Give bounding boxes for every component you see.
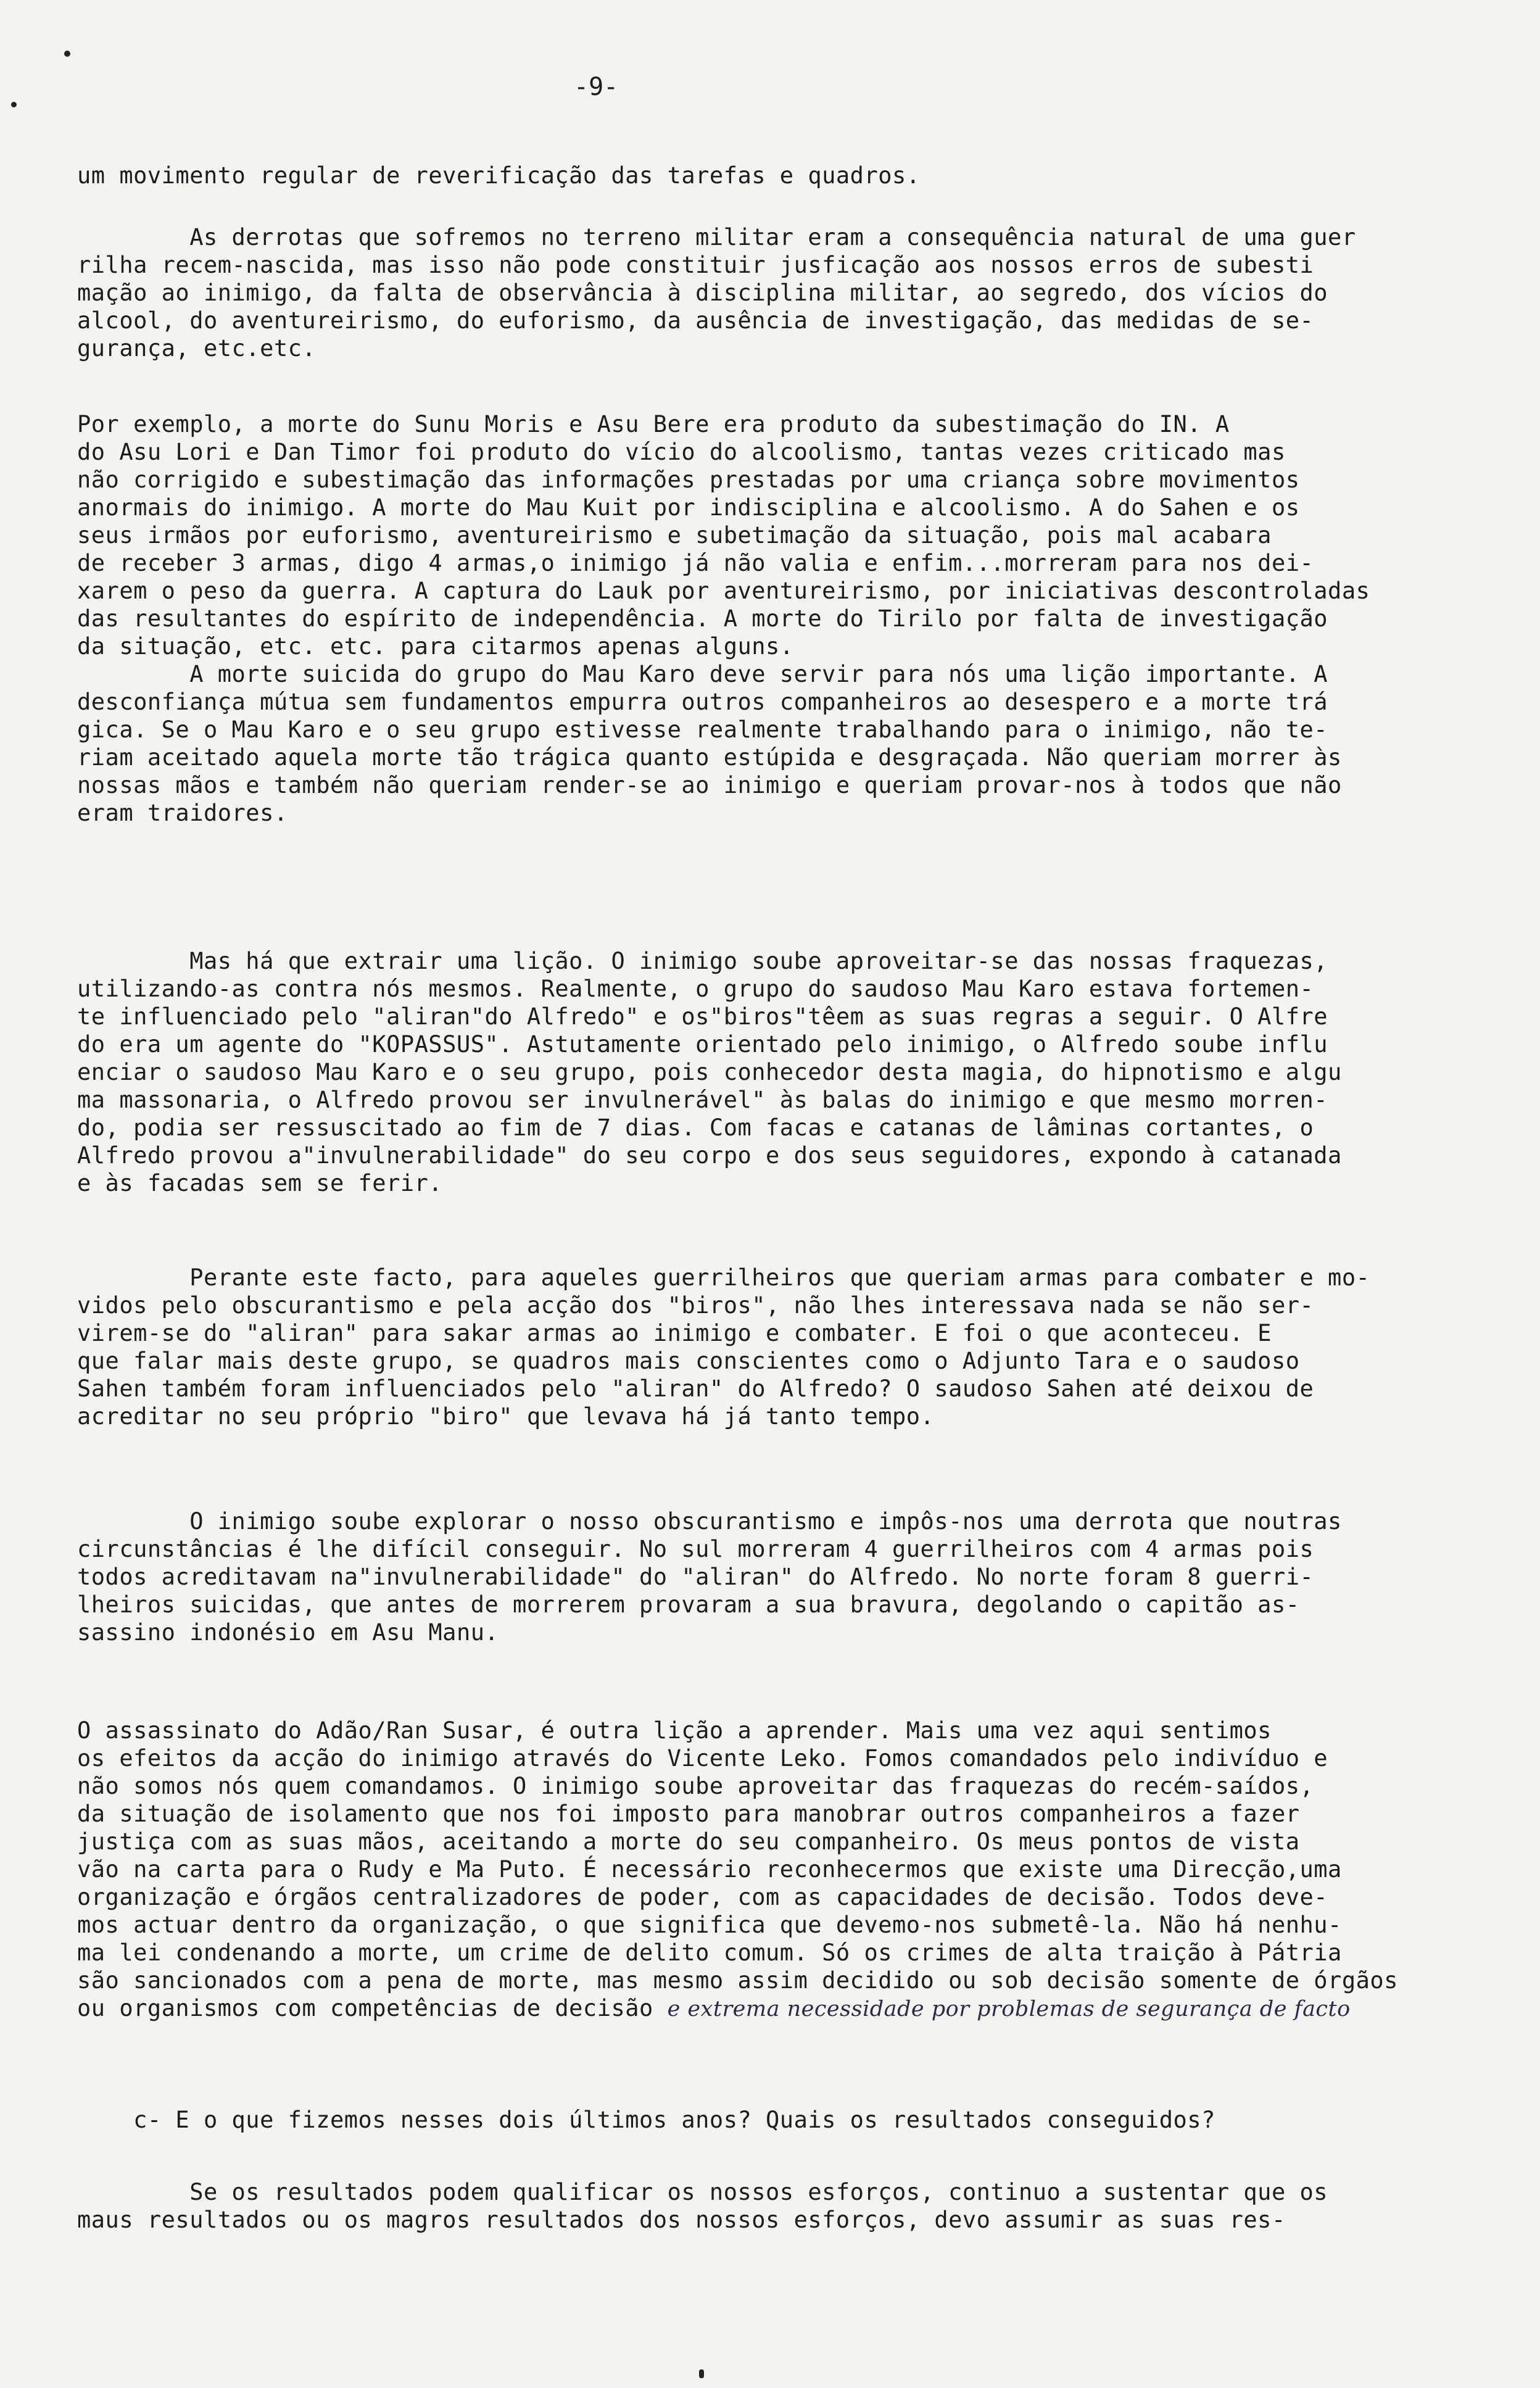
text-line: organização e órgãos centralizadores de poder, com as capacidades de decisão. Todos deve- [77,1884,1328,1910]
scan-speck [64,51,70,57]
text-line: xarem o peso da guerra. A captura do Lauk por aventureirismo, por iniciativas descontroladas [77,578,1370,604]
text-line: justiça com as suas mãos, aceitando a morte do seu companheiro. Os meus pontos de vista [77,1828,1300,1855]
text-line: e às facadas sem se ferir. [77,1170,443,1196]
text-line: nossas mãos e também não queriam render-se ao inimigo e queriam provar-nos à todos que não [77,772,1342,798]
paragraph-2 [77,223,1453,362]
text-line: utilizando-as contra nós mesmos. Realmente, o grupo do saudoso Mau Karo estava fortemen- [77,976,1314,1002]
text-line: riam aceitado aquela morte tão trágica quanto estúpida e desgraçada. Não queriam morrer às [77,744,1342,771]
text-line: Perante este facto, para aqueles guerrilheiros que queriam armas para combater e mo- [77,1264,1370,1291]
text-line: da situação, etc. etc. para citarmos apenas alguns. [77,633,794,660]
text-line: mação ao inimigo, da falta de observância à disciplina militar, ao segredo, dos vícios do [77,280,1328,306]
text-line: eram traidores. [77,800,288,826]
paragraph-5 [77,1264,1453,1430]
text-line: um movimento regular de reverificação das tarefas e quadros. [77,162,921,189]
text-line: do Asu Lori e Dan Timor foi produto do vício do alcoolismo, tantas vezes criticado mas [77,439,1286,465]
text-line: gica. Se o Mau Karo e o seu grupo estivesse realmente trabalhando para o inimigo, não te- [77,716,1328,743]
text-line: lheiros suicidas, que antes de morrerem provaram a sua bravura, degolando o capitão as- [77,1591,1300,1618]
section-c-question [77,2106,1453,2134]
paragraph-6 [77,1507,1453,1646]
scan-speck [11,102,17,107]
text-line: de receber 3 armas, digo 4 armas,o inimigo já não valia e enfim...morreram para nos dei- [77,550,1314,576]
text-line: todos acreditavam na"invulnerabilidade" do "aliran" do Alfredo. No norte foram 8 guerri- [77,1564,1314,1590]
paragraph-4 [77,947,1453,1197]
text-line: Sahen também foram influenciados pelo "aliran" do Alfredo? O saudoso Sahen até deixou de [77,1375,1314,1402]
text-line: Se os resultados podem qualificar os nossos esforços, continuo a sustentar que os [77,2179,1328,2205]
text-line: Mas há que extrair uma lição. O inimigo soube aproveitar-se das nossas fraquezas, [77,948,1328,974]
text-line [77,1994,1453,2023]
text-line: os efeitos da acção do inimigo através do Vicente Leko. Fomos comandados pelo indivíduo e [77,1745,1328,1772]
text-line: anormais do inimigo. A morte do Mau Kuit por indisciplina e alcoolismo. A do Sahen e os [77,494,1300,521]
text-line: desconfiança mútua sem fundamentos empurra outros companheiros ao desespero e a morte trá [77,689,1328,715]
text-line: A morte suicida do grupo do Mau Karo deve servir para nós uma lição importante. A [77,661,1328,687]
text-line: da situação de isolamento que nos foi imposto para manobrar outros companheiros a fazer [77,1801,1300,1827]
text-line: rilha recem-nascida, mas isso não pode constituir jusficação aos nossos erros de subesti [77,252,1314,278]
text-line: Alfredo provou a"invulnerabilidade" do seu corpo e dos seus seguidores, expondo à catanada [77,1142,1342,1169]
text-line: O assassinato do Adão/Ran Susar, é outra lição a aprender. Mais uma vez aqui sentimos [77,1717,1272,1744]
text-line: Por exemplo, a morte do Sunu Moris e Asu Bere era produto da subestimação do IN. A [77,411,1230,437]
text-line: não corrigido e subestimação das informações prestadas por uma criança sobre movimentos [77,466,1300,493]
text-line: As derrotas que sofremos no terreno militar eram a consequência natural de uma guer [77,224,1356,251]
text-line: O inimigo soube explorar o nosso obscurantismo e impôs-nos uma derrota que noutras [77,1508,1342,1535]
text-line: acreditar no seu próprio "biro" que levava há já tanto tempo. [77,1403,935,1430]
paragraph-9 [77,2178,1453,2234]
text-line: circunstâncias é lhe difícil conseguir. No sul morreram 4 guerrilheiros com 4 armas pois [77,1536,1314,1562]
paragraph-3 [77,410,1453,827]
text-line: enciar o saudoso Mau Karo e o seu grupo, pois conhecedor desta magia, do hipnotismo e algu [77,1059,1342,1085]
text-line: virem-se do "aliran" para sakar armas ao inimigo e combater. E foi o que aconteceu. E [77,1320,1272,1346]
typed-fragment: ou organismos com competências de decisão [77,1995,653,2021]
scan-speck [699,2369,704,2378]
paragraph-7 [77,1717,1453,2023]
text-line: c- E o que fizemos nesses dois últimos anos? Quais os resultados conseguidos? [77,2107,1215,2133]
text-line: ma massonaria, o Alfredo provou ser invulnerável" às balas do inimigo e que mesmo morren- [77,1087,1328,1113]
text-line: te influenciado pelo "aliran"do Alfredo" e os"biros"têem as suas regras a seguir. O Alfre [77,1003,1328,1030]
page-number: -9- [574,73,619,101]
text-line: vão na carta para o Rudy e Ma Puto. É necessário reconhecermos que existe uma Direcção,uma [77,1856,1342,1883]
text-line: ma lei condenando a morte, um crime de delito comum. Só os crimes de alta traição à Pátria [77,1939,1342,1966]
text-line: são sancionados com a pena de morte, mas mesmo assim decidido ou sob decisão somente de órgãos [77,1967,1398,1994]
text-line: das resultantes do espírito de independência. A morte do Tirilo por falta de investigação [77,605,1328,632]
text-line: seus irmãos por euforismo, aventureirismo e subetimação da situação, pois mal acabara [77,522,1272,549]
text-line: gurança, etc.etc. [77,335,317,362]
text-line: alcool, do aventureirismo, do euforismo, da ausência de investigação, das medidas de se- [77,307,1314,334]
text-line: sassino indonésio em Asu Manu. [77,1619,499,1646]
text-line: do era um agente do "KOPASSUS". Astutamente orientado pelo inimigo, o Alfredo soube influ [77,1031,1328,1058]
paragraph-1 [77,162,1453,189]
text-line: maus resultados ou os magros resultados dos nossos esforços, devo assumir as suas res- [77,2207,1286,2233]
text-line: do, podia ser ressuscitado ao fim de 7 dias. Com facas e catanas de lâminas cortantes, o [77,1114,1314,1141]
text-line: vidos pelo obscurantismo e pela acção dos "biros", não lhes interessava nada se não ser- [77,1292,1314,1319]
text-line: que falar mais deste grupo, se quadros mais conscientes como o Adjunto Tara e o saudoso [77,1348,1300,1374]
text-line: não somos nós quem comandamos. O inimigo soube aproveitar das fraquezas do recém-saídos, [77,1773,1314,1799]
text-line: mos actuar dentro da organização, o que significa que devemo-nos submetê-la. Não há nenhu- [77,1912,1342,1938]
handwritten-annotation: e extrema necessidade por problemas de segurança de facto [667,1997,1351,2021]
